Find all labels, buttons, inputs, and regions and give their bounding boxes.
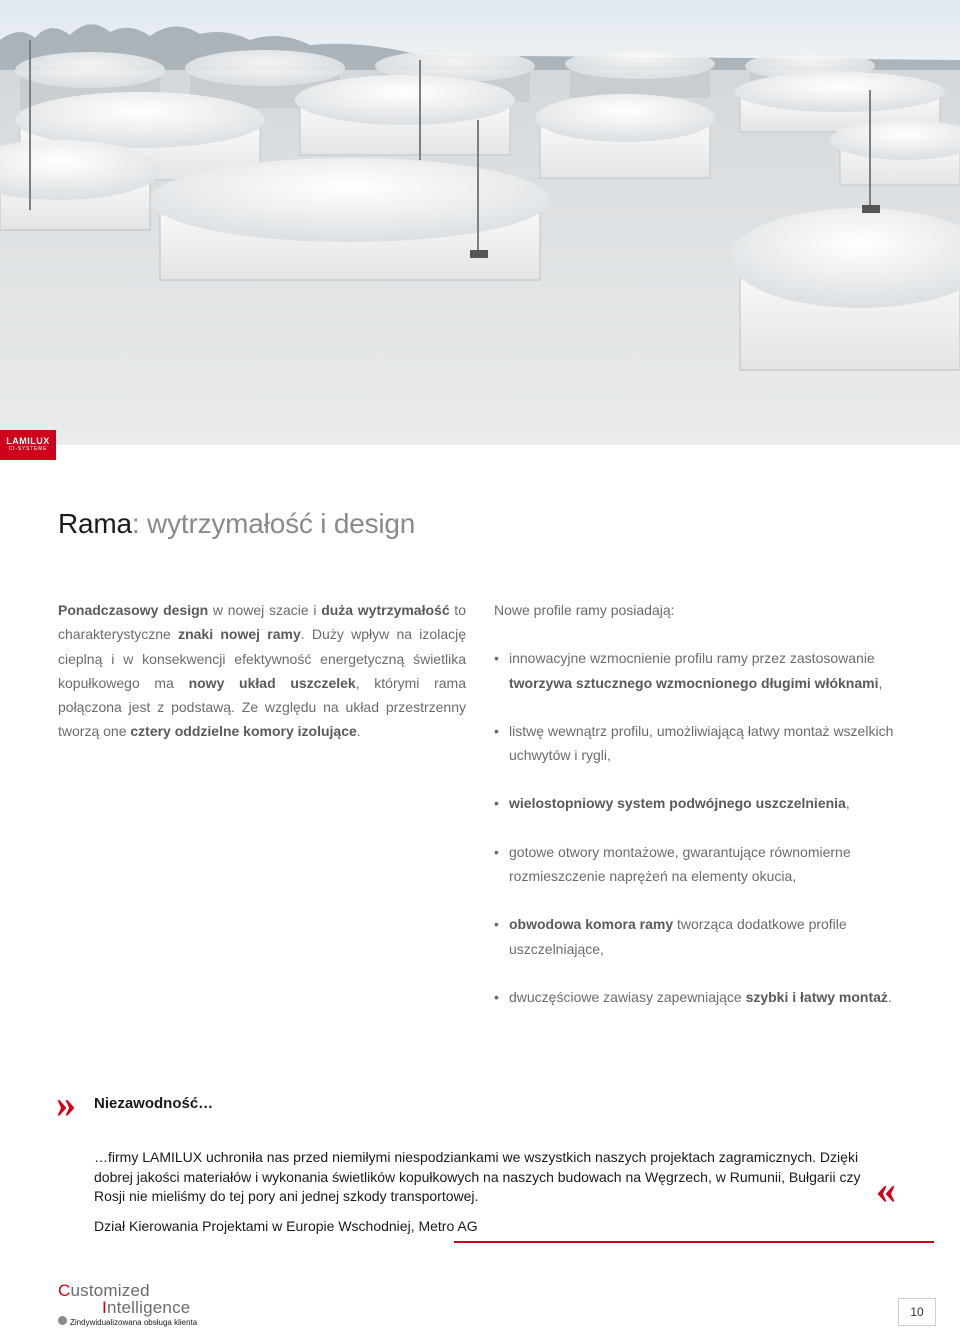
quote-body: …firmy LAMILUX uchroniła nas przed niemiłymi niespodziankami we wszystkich naszych projektach zagramicznych. Dzięki dobrej jakości materiałów i wykonania świetlików kopułkowych na naszych budowach na Węgrzech, w Rumunii, Bułgarii czy Rosji nie mieliśmy do tej pory ani jednej szkody transportowej. (94, 1149, 861, 1204)
bullet-icon: • (494, 843, 499, 860)
hero-roof-photo (0, 0, 960, 445)
brand-tagline: Zindywidualizowana obsługa klienta (70, 1318, 198, 1327)
features-intro: Nowe profile ramy posiadają: (494, 602, 675, 618)
quote-title: Niezawodność… (94, 1095, 214, 1112)
page-title (58, 508, 415, 540)
text: . (356, 723, 361, 740)
title-strong: Rama (58, 508, 132, 539)
brand-initial: I (102, 1298, 107, 1317)
list-item (494, 840, 934, 889)
text: to charakterystyczne (58, 602, 466, 643)
quote-author: Dział Kierowania Projektami w Europie Wschodniej, Metro AG (94, 1218, 478, 1234)
text-bold: obwodowa komora ramy (509, 916, 674, 933)
text: . (887, 988, 892, 1005)
bullet-icon: • (494, 988, 499, 1005)
list-item (494, 791, 934, 815)
text: , (845, 795, 850, 812)
list-item (494, 719, 934, 768)
text-bold: nowy układ uszczelek (188, 674, 356, 691)
text-bold: znaki nowej ramy (178, 626, 301, 643)
brand-initial: C (58, 1281, 71, 1300)
logo-line-2: CI-SYSTEME (8, 446, 48, 452)
text: dwuczęściowe zawiasy zapewniające (509, 988, 746, 1005)
title-rest: : wytrzymałość i design (131, 508, 416, 539)
list-item (494, 912, 934, 961)
footer-brand (58, 1282, 258, 1328)
features-column (494, 598, 934, 1033)
text-bold: duża wytrzymałość (321, 602, 450, 618)
page-number: 10 (898, 1298, 936, 1326)
logo-line-1: LAMILUX (6, 436, 50, 446)
bullet-icon: • (494, 916, 499, 933)
text: . Duży wpływ na izolację cieplną i w konsekwencji efektywność energetyczną świetlika kopułkowego ma (58, 626, 466, 691)
gear-icon (58, 1316, 67, 1325)
text: tworząca dodatkowe profile uszczelniające, (509, 916, 847, 957)
text: , którymi rama połączona jest z podstawą. Ze względu na układ przestrzenny tworzą one (58, 674, 466, 740)
lamilux-logo (0, 430, 56, 460)
text: gotowe otwory montażowe, gwarantujące równomierne rozmieszczenie naprężeń na elementy okucia, (509, 843, 851, 885)
text: w nowej szacie i (208, 602, 322, 618)
list-item (494, 646, 934, 695)
text-bold: cztery oddzielne komory izolujące (130, 723, 357, 740)
features-list (494, 646, 934, 1009)
text-bold: szybki i łatwy montaż (745, 988, 888, 1005)
list-item (494, 985, 934, 1009)
intro-paragraph (58, 598, 466, 744)
divider (454, 1241, 934, 1243)
text-bold: tworzywa sztucznego wzmocnionego długimi włóknami (509, 674, 879, 691)
brand-line-1 (58, 1282, 258, 1299)
brand-word: ustomized (70, 1281, 150, 1300)
brand-word: ntelligence (106, 1298, 191, 1317)
quote-close-icon: « (876, 1167, 896, 1212)
bullet-icon: • (494, 795, 499, 812)
brand-line-2 (58, 1299, 258, 1316)
bullet-icon: • (494, 722, 499, 739)
text: , (878, 674, 883, 691)
text: listwę wewnątrz profilu, umożliwiającą łatwy montaż wszelkich uchwytów i rygli, (509, 722, 894, 764)
quote-open-icon: » (56, 1081, 76, 1126)
text: innowacyjne wzmocnienie profilu ramy przez zastosowanie (509, 650, 875, 667)
bullet-icon: • (494, 650, 499, 667)
text-bold: Ponadczasowy design (58, 602, 209, 618)
text-bold: wielostopniowy system podwójnego uszczelnienia (509, 795, 846, 812)
